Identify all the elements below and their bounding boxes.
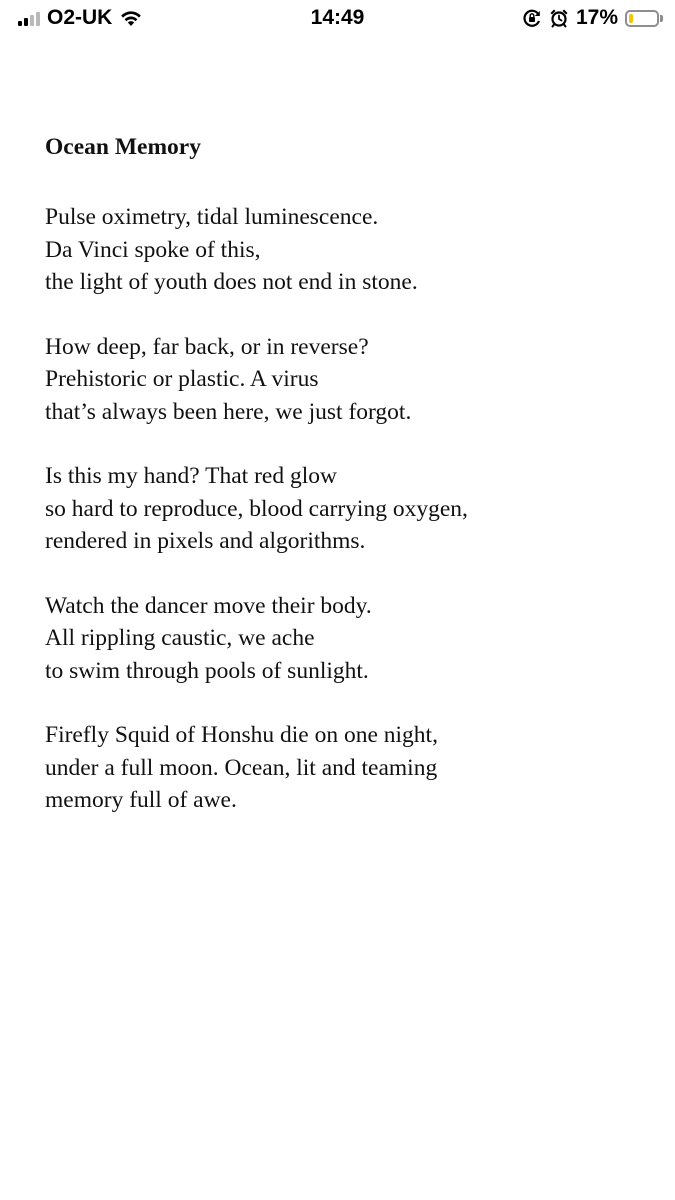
poem-line: the light of youth does not end in stone. [45,269,418,295]
poem-line: that’s always been here, we just forgot. [45,398,412,425]
stanza-2 [45,331,645,429]
alarm-icon [549,8,569,28]
poem-line: so hard to reproduce, blood carrying oxygen, [45,495,468,522]
poem [45,126,645,849]
poem-line: Pulse oximetry, tidal luminescence. [45,204,379,230]
stanza-4 [45,590,645,688]
poem-line: Da Vinci spoke of this, [45,236,261,263]
battery-percentage: 17% [575,6,618,29]
stanza-1 [45,201,645,299]
poem-line: All rippling caustic, we ache [45,625,315,651]
battery-level-fill [629,14,633,23]
status-time: 14:49 [310,6,365,29]
status-bar [0,0,675,40]
carrier-name: O2-UK [47,6,113,29]
stanza-5 [45,719,645,817]
poem-line: under a full moon. Ocean, lit and teaming [45,754,438,781]
poem-line: Watch the dancer move their body. [45,592,372,619]
poem-line: to swim through pools of sunlight. [45,657,369,684]
battery-icon [625,10,663,27]
poem-line: Prehistoric or plastic. A virus [45,366,319,392]
stanza-3 [45,460,645,558]
poem-line: How deep, far back, or in reverse? [45,333,369,360]
poem-line: Firefly Squid of Honshu die on one night, [45,722,438,748]
status-right [522,6,663,30]
poem-line: rendered in pixels and algorithms. [45,528,366,554]
poem-line: Is this my hand? That red glow [45,463,337,489]
poem-line: memory full of awe. [45,787,237,813]
poem-title: Ocean Memory [45,134,201,160]
screen-lock-rotation-icon [522,8,542,28]
